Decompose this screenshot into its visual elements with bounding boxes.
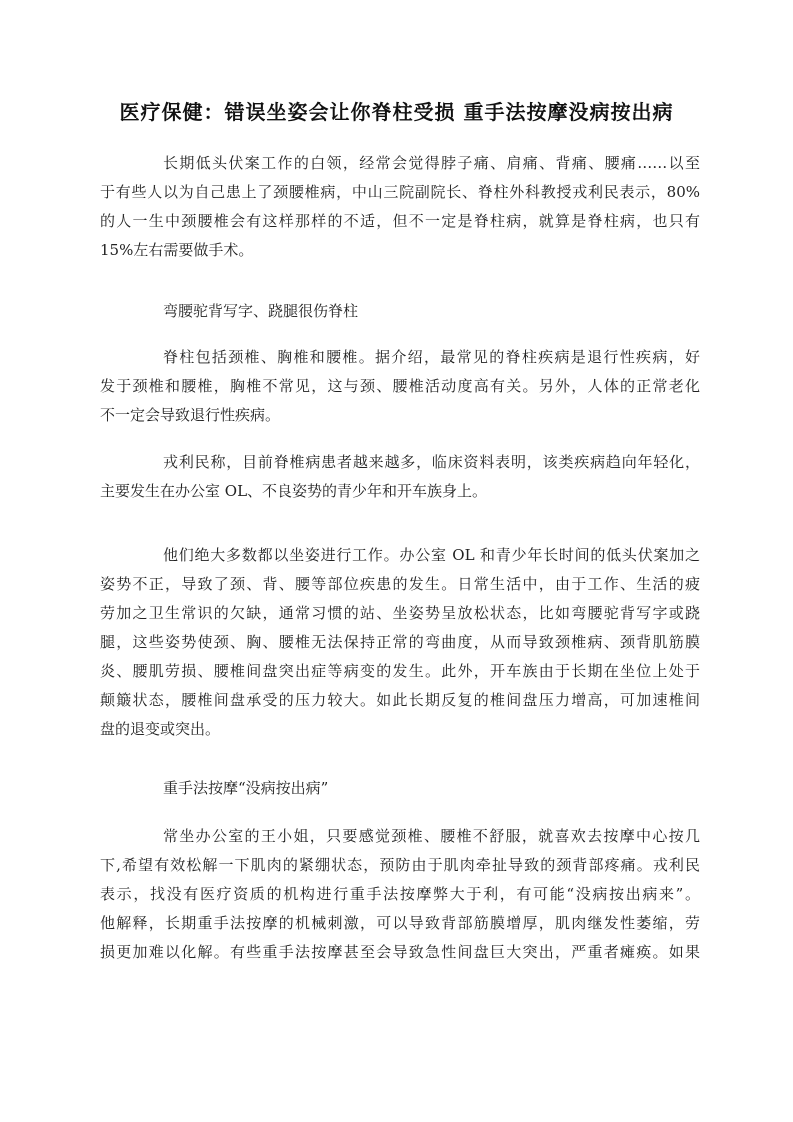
- section-heading: [100, 297, 700, 326]
- section-heading: [100, 774, 700, 803]
- text-line: 15%左右需要做手术。: [100, 241, 254, 259]
- document-title: 医疗保健：错误坐姿会让你脊柱受损 重手法按摩没病按出病: [119, 100, 674, 124]
- paragraph: [100, 822, 700, 967]
- text-line: 弯腰驼背写字、跷腿很伤脊柱: [163, 302, 359, 320]
- paragraph: [100, 448, 700, 506]
- text-line: 损更加难以化解。有些重手法按摩甚至会导致急性间盘巨大突出，严重者瘫痪。如果: [100, 943, 700, 961]
- text-line: 脊柱包括颈椎、胸椎和腰椎。据介绍，最常见的脊柱疾病是退行性疾病，好: [163, 348, 700, 366]
- text-line: 他解释，长期重手法按摩的机械刺激，可以导致背部筋膜增厚，肌肉继发性萎缩，劳: [100, 914, 700, 932]
- text-line: 发于颈椎和腰椎，胸椎不常见，这与颈、腰椎活动度高有关。另外，人体的正常老化: [100, 377, 700, 395]
- text-line: 腿，这些姿势使颈、胸、腰椎无法保持正常的弯曲度，从而导致颈椎病、颈背肌筋膜: [100, 633, 700, 651]
- text-line: 姿势不正，导致了颈、背、腰等部位疾患的发生。日常生活中，由于工作、生活的疲: [100, 575, 700, 593]
- text-line: 表示，找没有医疗资质的机构进行重手法按摩弊大于利，有可能“没病按出病来”。: [100, 885, 700, 903]
- text-line: 颠簸状态，腰椎间盘承受的压力较大。如此长期反复的椎间盘压力增高，可加速椎间: [100, 691, 700, 709]
- text-line: 主要发生在办公室 OL、不良姿势的青少年和开车族身上。: [100, 482, 488, 500]
- paragraph: [100, 343, 700, 430]
- text-line: 长期低头伏案工作的白领，经常会觉得脖子痛、肩痛、背痛、腰痛……以至: [163, 154, 700, 172]
- text-line: 下,希望有效松解一下肌肉的紧绷状态，预防由于肌肉牵扯导致的颈背部疼痛。戎利民: [100, 856, 700, 874]
- paragraph: [100, 541, 700, 744]
- text-line: 重手法按摩“没病按出病”: [163, 779, 329, 797]
- text-line: 盘的退变或突出。: [100, 720, 221, 738]
- text-line: 炎、腰肌劳损、腰椎间盘突出症等病变的发生。此外，开车族由于长期在坐位上处于: [100, 662, 700, 680]
- text-line: 他们绝大多数都以坐姿进行工作。办公室 OL 和青少年长时间的低头伏案加之: [163, 546, 700, 564]
- text-line: 的人一生中颈腰椎会有这样那样的不适，但不一定是脊柱病，就算是脊柱病，也只有: [100, 212, 700, 230]
- paragraph: [100, 149, 700, 265]
- text-line: 常坐办公室的王小姐，只要感觉颈椎、腰椎不舒服，就喜欢去按摩中心按几: [163, 827, 700, 845]
- text-line: 于有些人以为自己患上了颈腰椎病，中山三院副院长、脊柱外科教授戎利民表示，80%: [100, 183, 700, 201]
- text-line: 劳加之卫生常识的欠缺，通常习惯的站、坐姿势呈放松状态，比如弯腰驼背写字或跷: [100, 604, 700, 622]
- text-line: 不一定会导致退行性疾病。: [100, 406, 281, 424]
- text-line: 戎利民称，目前脊椎病患者越来越多，临床资料表明，该类疾病趋向年轻化，: [163, 453, 700, 471]
